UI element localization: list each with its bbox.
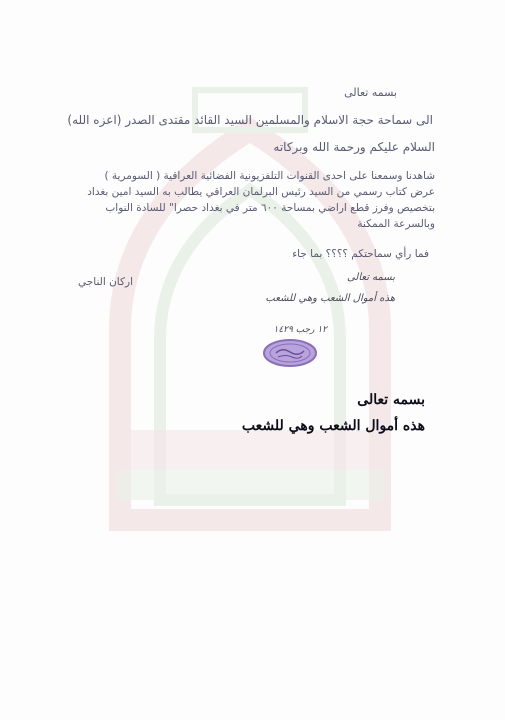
addressee-line: الى سماحة حجة الاسلام والمسلمين السيد القائد مقتدى الصدر (اعزه الله): [67, 113, 433, 127]
watermark-dome-shape: [115, 90, 385, 520]
handwritten-basmala: بسمه تعالى: [346, 272, 395, 283]
body-line: وبالسرعة الممكنة: [357, 218, 435, 230]
reply-basmala: بسمه تعالى: [357, 392, 425, 408]
body-line: عرض كتاب رسمي من السيد رئيس البرلمان العراقي يطالب به السيد امين بغداد: [87, 186, 435, 198]
question-line: فما رأي سماحتكم ؟؟؟؟ بما جاء: [292, 248, 429, 260]
basmala-heading: بسمه تعالى: [344, 86, 397, 99]
reply-statement: هذه أموال الشعب وهي للشعب: [241, 418, 425, 434]
handwritten-reply: هذه أموال الشعب وهي للشعب: [265, 293, 395, 304]
office-stamp: [262, 338, 318, 368]
greeting-line: السلام عليكم ورحمة الله وبركاته: [273, 140, 435, 154]
body-line: شاهدنا وسمعنا على احدى القنوات التلفزيونية الفضائية العراقية ( السومرية ): [104, 170, 435, 182]
body-line: بتخصيص وفرز قطع اراضي بمساحة ٦٠٠ متر في بغداد حصرا" للسادة النواب: [105, 202, 435, 214]
handwritten-date: ١٢ رجب ١٤٢٩: [273, 325, 327, 335]
sender-name: اركان الناجي: [78, 276, 133, 288]
